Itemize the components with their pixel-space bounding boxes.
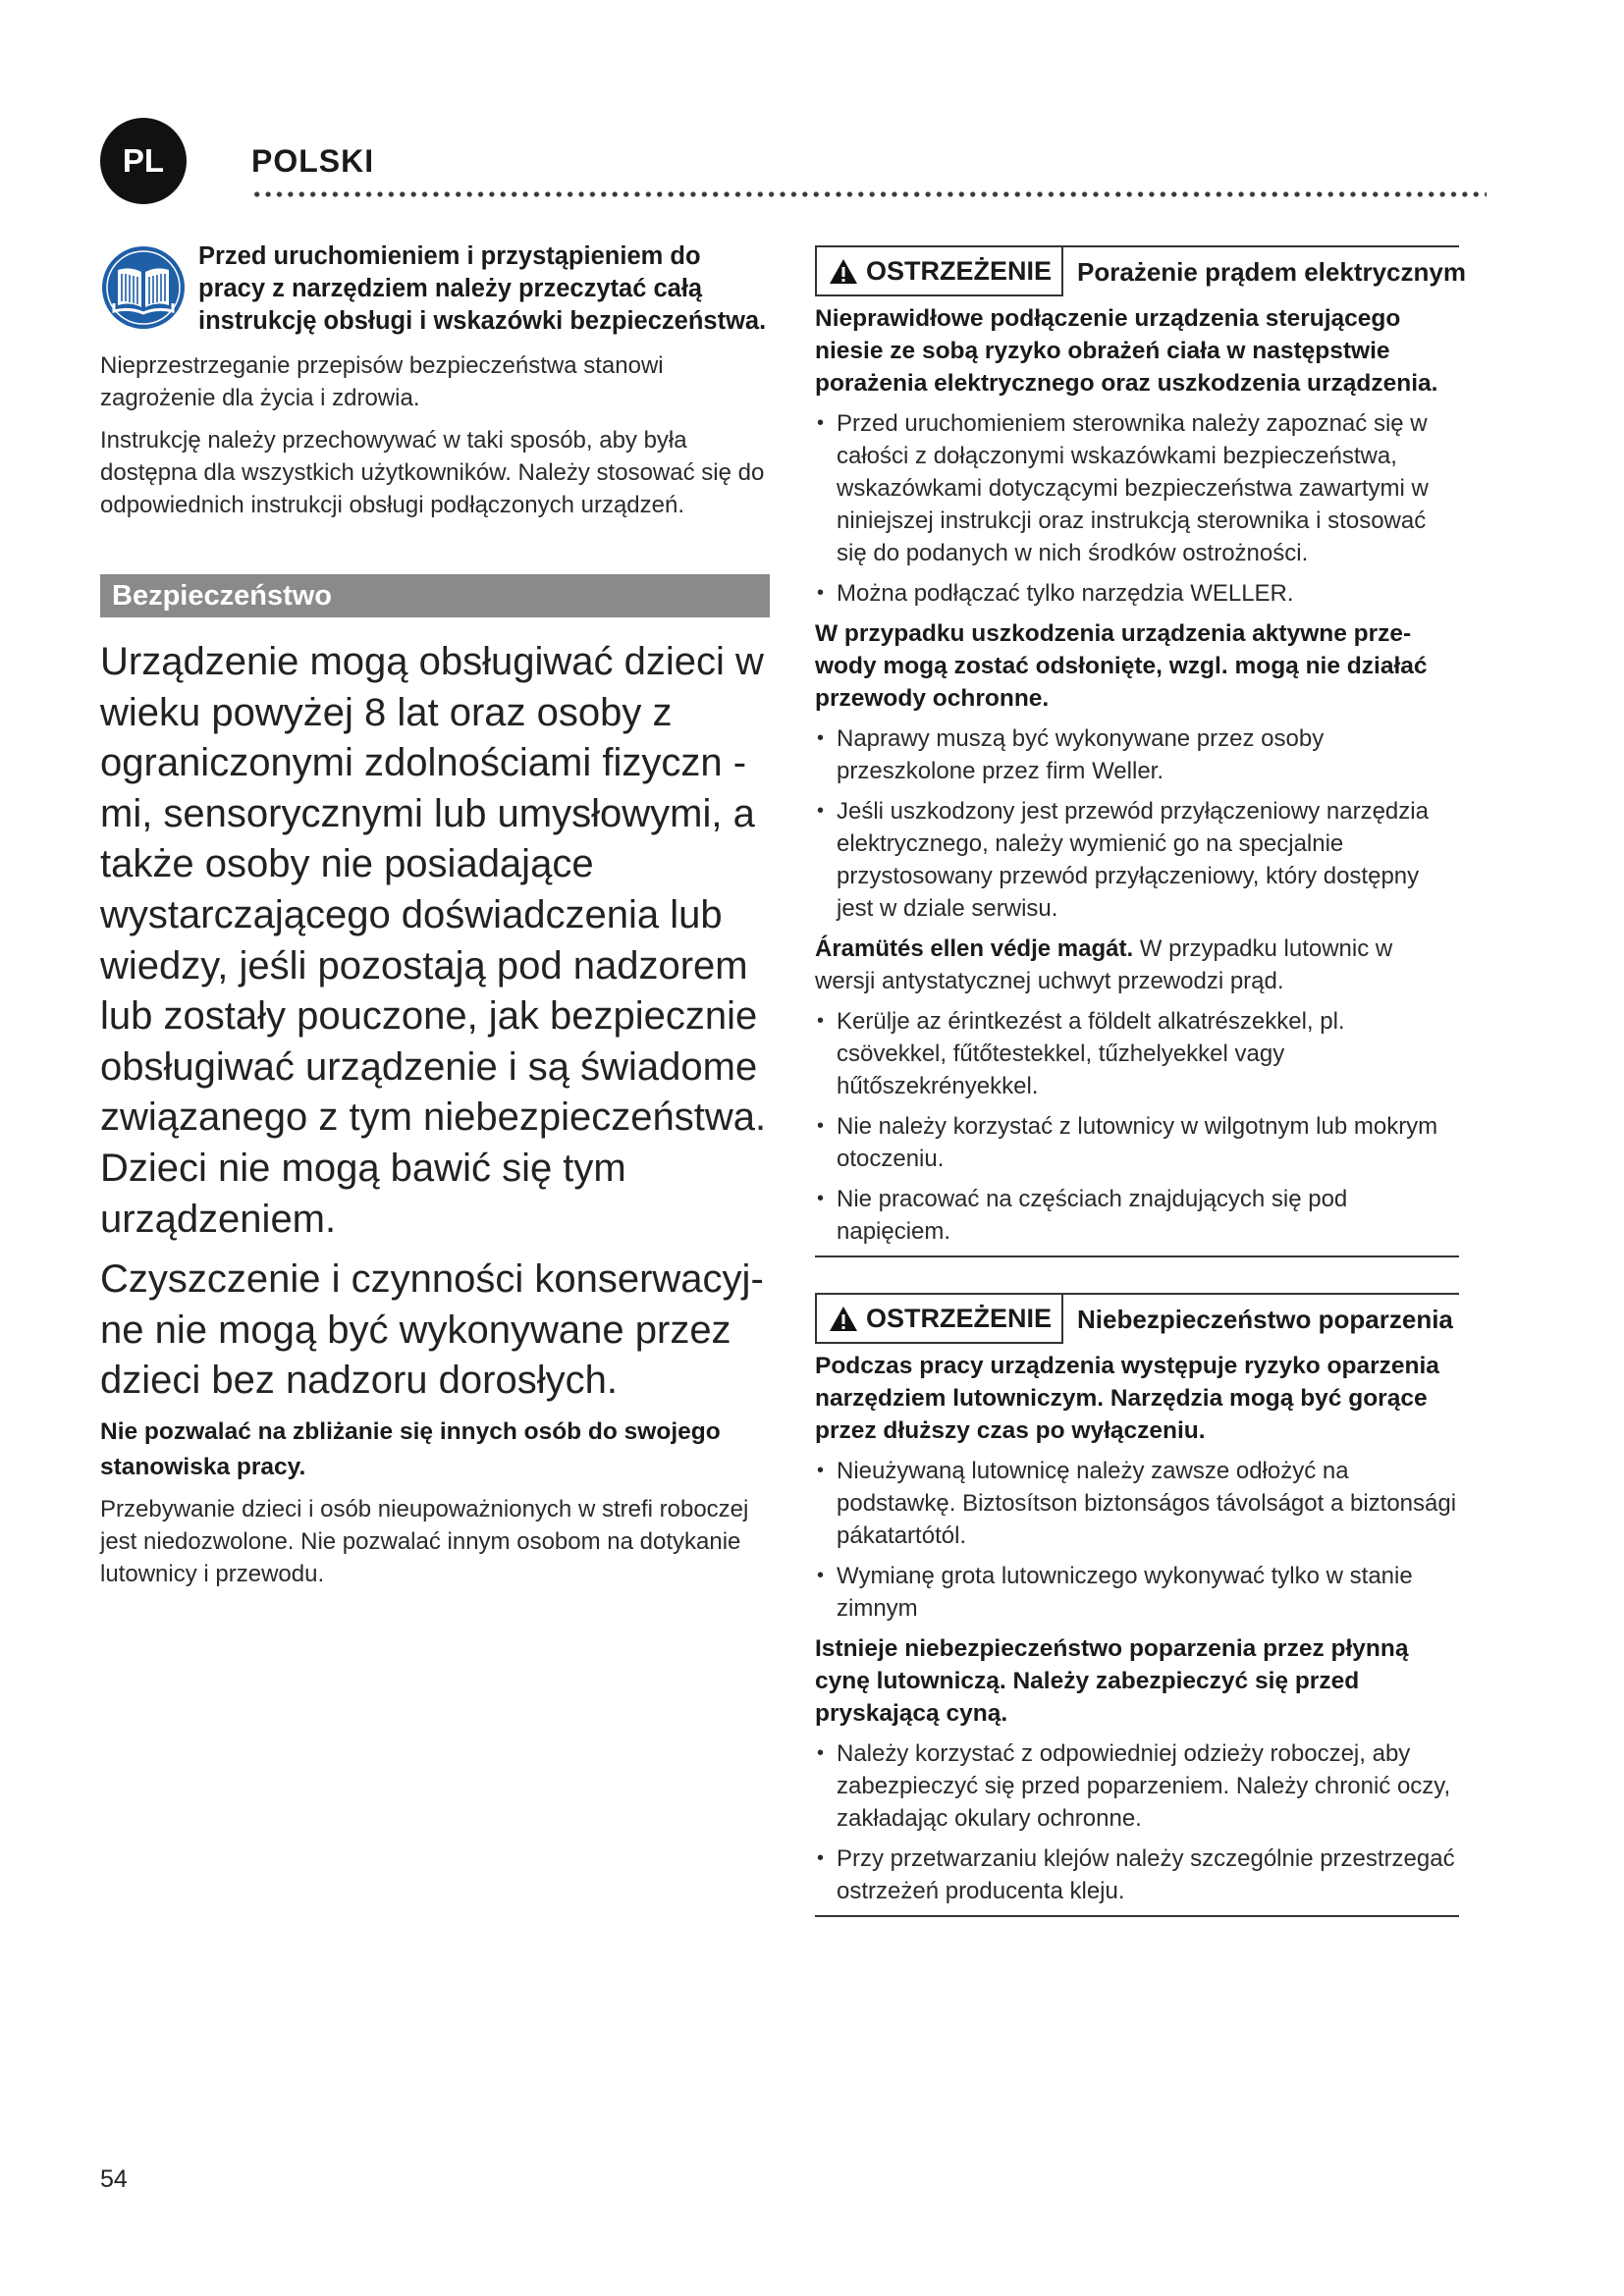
list-item: • Przy przetwarzaniu klejów należy szczególnie przestrzegać ostrzeżeń producenta kleju. <box>815 1842 1459 1907</box>
dotted-divider <box>251 188 1487 200</box>
list-item: • Należy korzystać z odpowiedniej odzieży roboczej, aby zabezpieczyć się przed poparzeniem. Należy chronić oczy, zakładając okulary ochronne. <box>815 1737 1459 1835</box>
warning-end-rule <box>815 1915 1459 1917</box>
manual-book-icon <box>100 244 187 331</box>
warning-label: OSTRZEŻENIE <box>866 255 1053 286</box>
page-number: 54 <box>100 2165 128 2193</box>
safety-large-text-2: Czyszczenie i czynności konserwacyj- ne nie mogą być wykonywane przez dzieci bez nadzoru dorosłych. <box>100 1257 764 1403</box>
list-item: • Można podłączać tylko narzędzia WELLER. <box>815 577 1459 610</box>
left-column <box>100 240 770 1590</box>
warning-header <box>815 1293 1459 1344</box>
list-item: • Naprawy muszą być wykonywane przez osoby przeszkolone przez firm Weller. <box>815 722 1459 787</box>
warning-label: OSTRZEŻENIE <box>866 1303 1053 1333</box>
list-item: • Nie należy korzystać z lutownicy w wilgotnym lub mokrym otoczeniu. <box>815 1110 1459 1175</box>
intro-paragraph-2: Instrukcję należy przechowywać w taki sposób, aby była dostępna dla wszystkich użytkowników. Należy stosować się do odpowiednich instrukcji obsługi podłączonych urządzeń. <box>100 427 765 518</box>
bullet-list <box>815 1005 1459 1248</box>
warning-triangle-icon <box>829 1306 858 1332</box>
section-heading-safety: Bezpieczeństwo <box>100 574 770 617</box>
language-title: POLSKI <box>251 143 375 179</box>
warning-triangle-icon <box>829 258 858 285</box>
list-item: • Wymianę grota lutowniczego wykonywać tylko w stanie zimnym <box>815 1560 1459 1625</box>
intro-paragraph-1: Nieprzestrzeganie przepisów bezpieczeństwa stanowi zagrożenie dla życia i zdrowia. <box>100 352 664 411</box>
list-item: • Przed uruchomieniem sterownika należy zapoznać się w całości z dołączonymi wskazówkami bezpieczeństwa, wskazówkami dotyczącymi bezpieczeństwa zawartymi w niniejszej instrukcji oraz instrukcją sterownika i stosować się do podanych w nich środków ostrożności. <box>815 407 1459 569</box>
list-item: • Kerülje az érintkezést a földelt alkatrészekkel, pl. csövekkel, fűtőtestekkel, tűzhelyekkel vagy hűtőszekrényekkel. <box>815 1005 1459 1102</box>
warning-paragraph-rest: W przypadku lutownic w wersji antystatycznej uchwyt przewodzi prąd. <box>815 935 1393 994</box>
bullet-list <box>815 407 1459 610</box>
warning-topic: Porażenie prądem elektrycznym <box>1077 256 1466 287</box>
warning-label-box <box>815 247 1063 296</box>
intro-bold-text: Przed uruchomieniem i przystąpieniem do pracy z narzędziem należy przeczytać całą instrukcję obsługi i wskazówki bezpieczeństwa. <box>198 242 767 335</box>
warning-label-box <box>815 1295 1063 1344</box>
intro-block <box>100 240 770 338</box>
warning-bold-text: Nieprawidłowe podłączenie urządzenia sterującego niesie ze sobą ryzyko obrażeń ciała w następstwie porażenia elektrycznego oraz uszkodzenia urządzenia. <box>815 305 1438 397</box>
warning-bold-text: W przypadku uszkodzenia urządzenia aktywne prze- wody mogą zostać odsłonięte, wzgl. mogą nie działać przewody ochronne. <box>815 620 1428 712</box>
right-column <box>815 245 1466 1917</box>
bullet-list <box>815 722 1459 925</box>
list-item: • Nieużywaną lutownicę należy zawsze odłożyć na podstawkę. Biztosítson biztonságos távolságot a biztonsági pákatartótól. <box>815 1455 1459 1552</box>
safety-paragraph: Przebywanie dzieci i osób nieupoważnionych w strefi roboczej jest niedozwolone. Nie pozwalać innym osobom na dotykanie lutownicy i przewodu. <box>100 1495 749 1587</box>
list-item: • Nie pracować na częściach znajdujących się pod napięciem. <box>815 1183 1459 1248</box>
warning-paragraph-bold: Áramütés ellen védje magát. <box>815 935 1134 962</box>
bullet-list <box>815 1455 1459 1625</box>
bullet-list <box>815 1737 1459 1907</box>
safety-bold-text: Nie pozwalać na zbliżanie się innych osób do swojego stanowiska pracy. <box>100 1417 721 1480</box>
warning-bold-text: Istnieje niebezpieczeństwo poparzenia przez płynną cynę lutowniczą. Należy zabezpieczyć się przed pryskającą cyną. <box>815 1635 1409 1727</box>
warning-topic: Niebezpieczeństwo poparzenia <box>1077 1304 1453 1334</box>
safety-large-text-1: Urządzenie mogą obsługiwać dzieci w wieku powyżej 8 lat oraz osoby z ograniczonymi zdolnościami fizyczn - mi, sensorycznymi lub umysłowymi, a także osoby nie posiadające wystarczającego doświadczenia lub wiedzy, jeśli pozostają pod nadzorem lub zostały pouczone, jak bezpiecznie obsługiwać urządzenie i są świadome związanego z tym niebezpieczeństwa. Dzieci nie mogą bawić się tym urządzeniem. <box>100 640 767 1241</box>
warning-paragraph <box>815 933 1459 997</box>
warning-bold-text: Podczas pracy urządzenia występuje ryzyko oparzenia narzędziem lutowniczym. Narzędzia mogą być gorące przez dłuższy czas po wyłączeniu. <box>815 1353 1439 1444</box>
warning-header <box>815 245 1466 296</box>
list-item: • Jeśli uszkodzony jest przewód przyłączeniowy narzędzia elektrycznego, należy wymienić go na specjalnie przystosowany przewód przyłączeniowy, który dostępny jest w dziale serwisu. <box>815 795 1459 925</box>
language-badge: PL <box>100 118 187 204</box>
